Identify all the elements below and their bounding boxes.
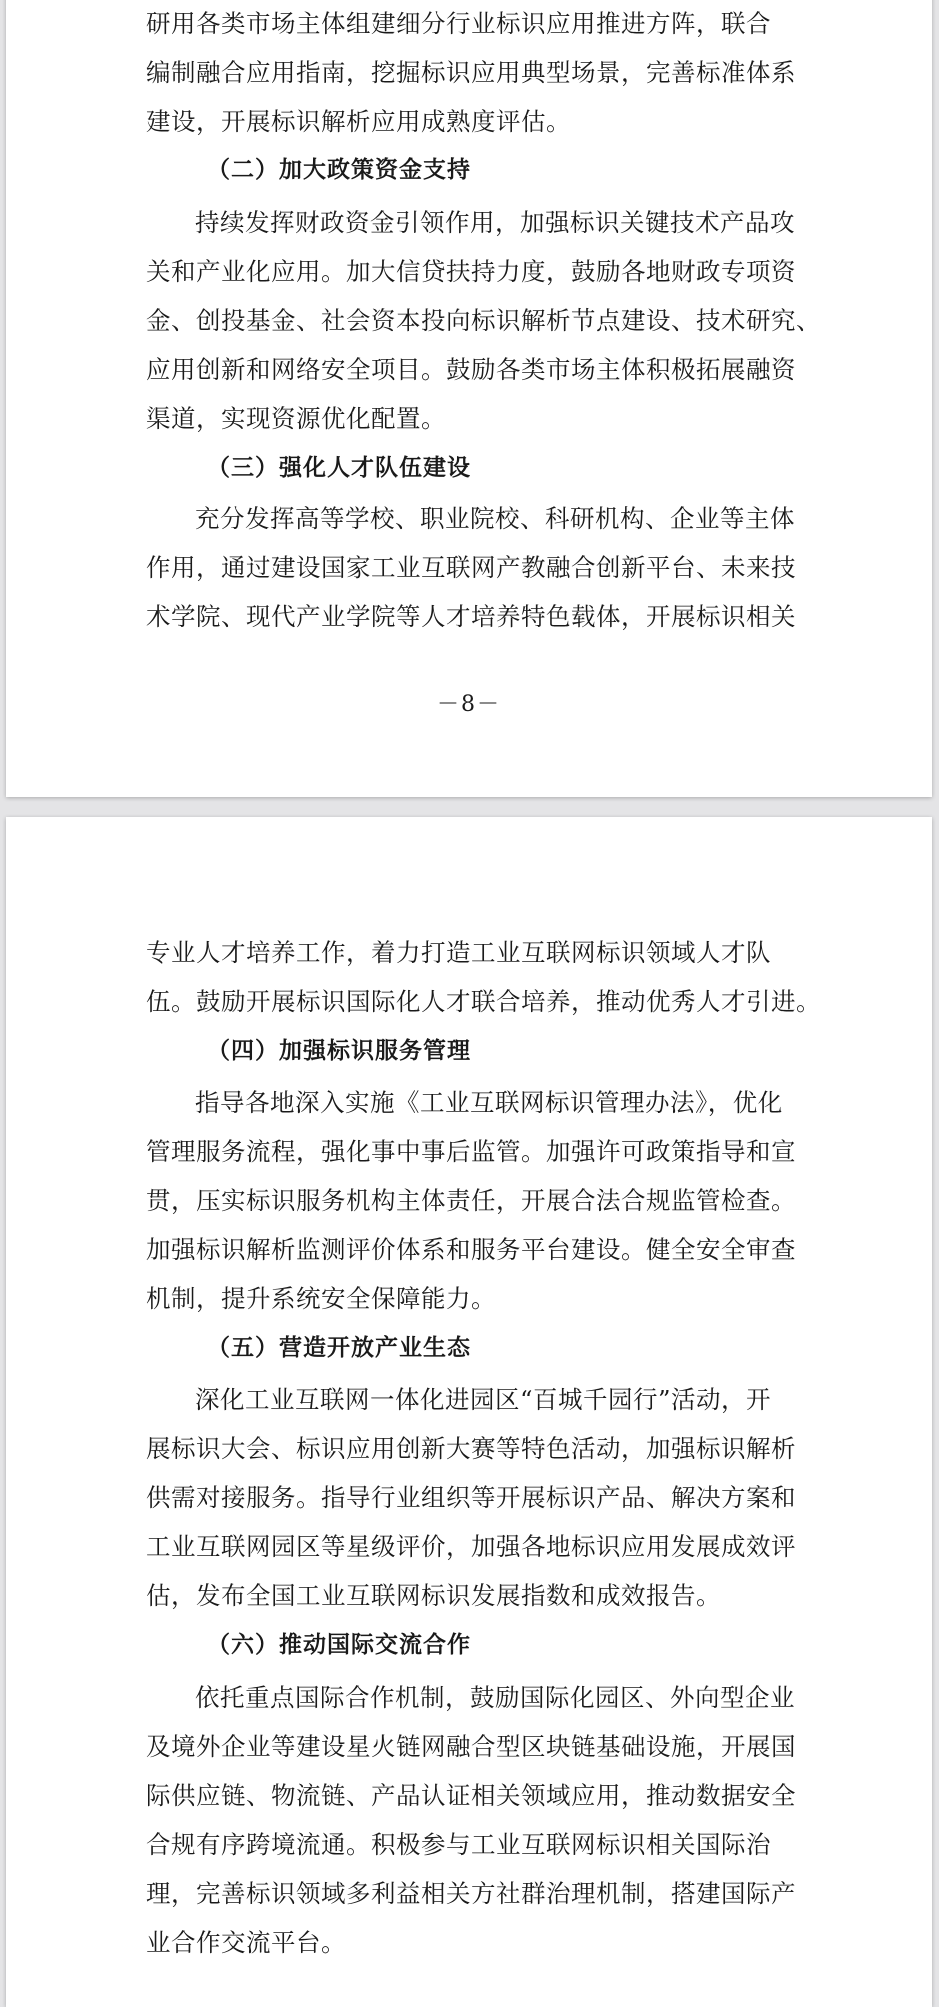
- body-line: 作用，通过建设国家工业互联网产教融合创新平台、未来技: [146, 553, 796, 582]
- page-number: －8－: [437, 692, 501, 717]
- body-line: 渠道，实现资源优化配置。: [146, 404, 446, 433]
- body-line: 依托重点国际合作机制，鼓励国际化园区、外向型企业: [195, 1683, 795, 1712]
- body-line: 研用各类市场主体组建细分行业标识应用推进方阵，联合: [146, 9, 771, 38]
- section-heading-6: （六）推动国际交流合作: [207, 1632, 471, 1658]
- body-line: 合规有序跨境流通。积极参与工业互联网标识相关国际治: [146, 1830, 771, 1859]
- section-heading-2: （二）加大政策资金支持: [207, 157, 471, 183]
- body-line: 深化工业互联网一体化进园区“百城千园行”活动，开: [195, 1385, 772, 1414]
- body-line: 充分发挥高等学校、职业院校、科研机构、企业等主体: [195, 504, 795, 533]
- section-heading-3: （三）强化人才队伍建设: [207, 455, 471, 481]
- body-line: 伍。鼓励开展标识国际化人才联合培养，推动优秀人才引进。: [146, 987, 821, 1016]
- body-line: 机制，提升系统安全保障能力。: [146, 1284, 496, 1313]
- body-line: 建设，开展标识解析应用成熟度评估。: [146, 107, 571, 136]
- section-heading-4: （四）加强标识服务管理: [207, 1038, 471, 1064]
- body-line: 工业互联网园区等星级评价，加强各地标识应用发展成效评: [146, 1532, 796, 1561]
- body-line: 编制融合应用指南，挖掘标识应用典型场景，完善标准体系: [146, 58, 796, 87]
- body-line: 理，完善标识领域多利益相关方社群治理机制，搭建国际产: [146, 1879, 796, 1908]
- body-line: 供需对接服务。指导行业组织等开展标识产品、解决方案和: [146, 1483, 796, 1512]
- section-heading-5: （五）营造开放产业生态: [207, 1335, 471, 1361]
- body-line: 持续发挥财政资金引领作用，加强标识关键技术产品攻: [195, 208, 795, 237]
- body-line: 加强标识解析监测评价体系和服务平台建设。健全安全审查: [146, 1235, 796, 1264]
- body-line: 展标识大会、标识应用创新大赛等特色活动，加强标识解析: [146, 1434, 796, 1463]
- body-line: 金、创投基金、社会资本投向标识解析节点建设、技术研究、: [146, 306, 821, 335]
- body-line: 专业人才培养工作，着力打造工业互联网标识领域人才队: [146, 938, 771, 967]
- body-line: 及境外企业等建设星火链网融合型区块链基础设施，开展国: [146, 1732, 796, 1761]
- body-line: 应用创新和网络安全项目。鼓励各类市场主体积极拓展融资: [146, 355, 796, 384]
- body-line: 估，发布全国工业互联网标识发展指数和成效报告。: [146, 1581, 721, 1610]
- body-line: 指导各地深入实施《工业互联网标识管理办法》，优化: [195, 1088, 783, 1117]
- document-page-9: [6, 817, 932, 2007]
- body-line: 管理服务流程，强化事中事后监管。加强许可政策指导和宣: [146, 1137, 796, 1166]
- body-line: 关和产业化应用。加大信贷扶持力度，鼓励各地财政专项资: [146, 257, 796, 286]
- body-line: 术学院、现代产业学院等人才培养特色载体，开展标识相关: [146, 602, 796, 631]
- body-line: 贯，压实标识服务机构主体责任，开展合法合规监管检查。: [146, 1186, 796, 1215]
- body-line: 际供应链、物流链、产品认证相关领域应用，推动数据安全: [146, 1781, 796, 1810]
- body-line: 业合作交流平台。: [146, 1928, 346, 1957]
- document-page-8: [6, 0, 932, 797]
